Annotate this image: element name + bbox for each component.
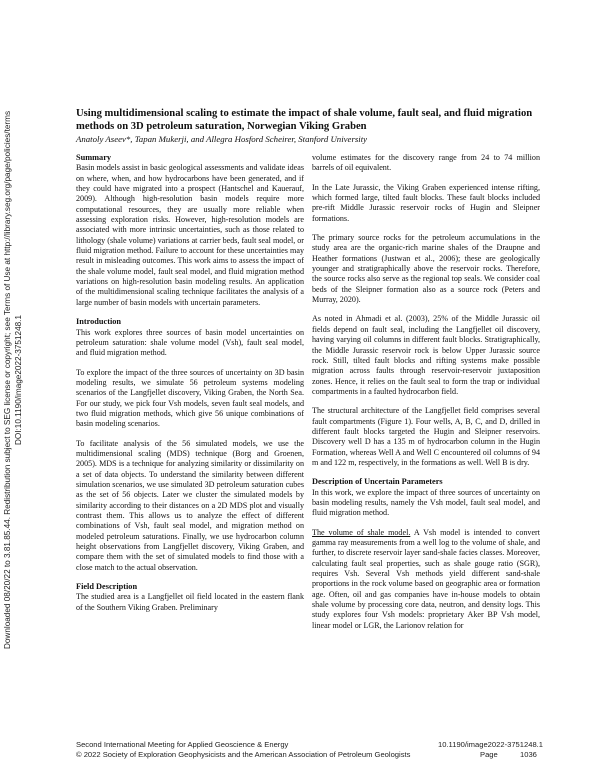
body-paragraph — [312, 153, 540, 174]
paragraph-text: The primary source rocks for the petroleum accumulations in the study area are the organic-rich marine shales of the Draupne and Heather formations (Justwan et al., 2006); these are geologically younger and stratigraphically above the reservoir rocks. Therefore, the source rocks also serve as the regional top seals. We consider coal beds of the Sleipner formation also as a source rock (Peters and Murray, 2020). — [312, 233, 540, 305]
doi-notice-line: DOI:10.1190/image2022-3751248.1 — [14, 314, 23, 446]
body-paragraph — [76, 439, 304, 573]
body-paragraph — [76, 592, 304, 613]
paragraph-text: The structural architecture of the Langfjellet field comprises several fault compartments (Figure 1). Four wells, A, B, C, and D, drilled in different fault blocks targeted the Hugin and Sleipner reservoirs. Discovery well D has a 135 m of hydrocarbon column in the Hugin Formation, whereas Well A and Well C encountered oil columns of 94 m and 122 m, respectively, in the formations as well. Well B is dry. — [312, 406, 540, 467]
body-paragraph — [312, 183, 540, 224]
paragraph-text: In the Late Jurassic, the Viking Graben experienced intense rifting, which formed large, tilted fault blocks. These fault blocks included pre-rift Middle Jurassic reservoir rocks of Hugin and Sleipner formations. — [312, 182, 540, 223]
paragraph-text: To explore the impact of the three sources of uncertainty on 3D basin modeling results, we simulate 56 petroleum systems modeling scenarios of the Langfjellet discovery, Viking Graben, the North Sea. For our study, we pick four Vsh models, seven fault seal models, and two fluid migration methods, which give 56 unique combinations of basin modeling scenarios. — [76, 367, 304, 429]
page-label: Page — [480, 750, 498, 759]
body-paragraph — [312, 528, 540, 631]
body-paragraph — [312, 314, 540, 397]
paper-authors: Anatoly Aseev*, Tapan Mukerji, and Allegra Hosford Scheirer, Stanford University — [76, 134, 368, 144]
paragraph-text: As noted in Ahmadi et al. (2003), 25% of the Middle Jurassic oil fields depend on fault seal, including the Langfjellet oil discovery, having varying oil columns in different fault blocks. Stratigraphically, the Middle Jurassic reservoir rock is below Upper Jurassic source rock. Still, tilted fault blocks and rifting systems make possible migration across faults through reservoir-reservoir juxtaposition zones. Hence, it relies on the fault seal to form the trap or individual compartments in a faulted hydrocarbon field. — [312, 314, 540, 396]
body-paragraph — [312, 406, 540, 468]
page-footer — [76, 740, 543, 760]
download-notice-line: Downloaded 08/20/22 to 3.81.85.44. Redistribution subject to SEG license or copyright; see Terms of Use at http://library.seg.org/page/policies/terms — [3, 110, 12, 650]
paper-title: Using multidimensional scaling to estimate the impact of shale volume, fault seal, and fluid migration methods on 3D petroleum saturation, Norwegian Viking Graben — [76, 108, 533, 132]
copyright-notice: © 2022 Society of Exploration Geophysicists and the American Association of Petroleum Geologists — [76, 750, 411, 759]
paragraph-text: To facilitate analysis of the 56 simulated models, we use the multidimensional scaling (MDS) technique (Borg and Groenen, 2005). MDS is a technique for analyzing similarity or dissimilarity on a set of data objects. To understand the similarity between different simulation scenarios, we use simulated 3D petroleum saturation cubes as the set of 56 objects. Later we cluster the simulated models by similarity according to their distances on a 2D MDS plot and visually contrast them. This allows us to analyze the effect of different combinations of Vsh, fault seal model, and migration method on modeled petroleum saturations. Finally, we use hydrocarbon column height observations from Langfjellet discovery, Viking Graben, and compare them with the set of simulated models to find those with a close match to the actual observation. — [76, 438, 304, 572]
body-paragraph — [76, 328, 304, 359]
left-column — [76, 153, 304, 622]
body-paragraph — [76, 163, 304, 308]
section-heading: Description of Uncertain Parameters — [312, 477, 443, 487]
section-heading: Introduction — [76, 317, 122, 327]
section-heading: Summary — [76, 153, 112, 162]
footer-doi: 10.1190/image2022-3751248.1 — [438, 740, 543, 749]
body-paragraph — [312, 233, 540, 305]
conference-name: Second International Meeting for Applied Geoscience & Energy — [76, 740, 289, 749]
paragraph-text: Basin models assist in basic geological assessments and validate ideas on where, when, and how hydrocarbons have been generated, and if they could have migrated into a prospect (Hantschel and Kauerauf, 2009). Although high-resolution basin models require more computational resources, they are usually more reliable when assessing exploration risks. However, high-resolution models are associated with more intrinsic uncertainties, such as those related to lithology (shale volume) variations at carrier beds, fault seal model, or fluid migration method. Failure to account for these uncertainties may result in misleading outcomes. This work aims to assess the impact of the shale volume model, fault seal model, and fluid migration method variations on high-resolution basin modeling results. An application of the multidimensional scaling technique facilitates the analysis of a large number of basin models with uncertain parameters. — [76, 163, 304, 307]
paragraph-text: The studied area is a Langfjellet oil field located in the eastern flank of the Southern Viking Graben. Preliminary — [76, 592, 304, 612]
section-heading: Field Description — [76, 582, 138, 592]
right-column — [312, 153, 540, 640]
paragraph-text: volume estimates for the discovery range from 24 to 74 million barrels of oil equivalent. — [312, 153, 540, 173]
paragraph-text: A Vsh model is intended to convert gamma ray measurements from a well log to the volume of shale, and further, to discrete reservoir layer sand-shale facies classes. Moreover, calculating fault seal properties, such as shale gouge ratio (SGR), requires Vsh. Several Vsh methods yield different sand-shale proportions in the rock volume based on geographic area or formation age. Often, oil and gas companies have in-house models to obtain shale volume by processing core data, neutron, and density logs. This study explores four Vsh models: proprietary Aker BP Vsh model, linear model or LGR, the Larionov relation for — [312, 527, 540, 630]
paragraph-text: This work explores three sources of basin model uncertainties on petroleum saturation: shale volume model (Vsh), fault seal model, and fluid migration method. — [76, 327, 304, 358]
download-notice-sidebar — [2, 20, 28, 740]
body-paragraph — [312, 488, 540, 519]
paragraph-lead: The volume of shale model. — [312, 527, 411, 537]
paragraph-text: In this work, we explore the impact of three sources of uncertainty on basin modeling results, namely the Vsh model, fault seal model, and fluid migration method. — [312, 487, 540, 518]
page-number: 1036 — [520, 750, 537, 759]
body-paragraph — [76, 368, 304, 430]
download-notice-text — [2, 20, 28, 740]
